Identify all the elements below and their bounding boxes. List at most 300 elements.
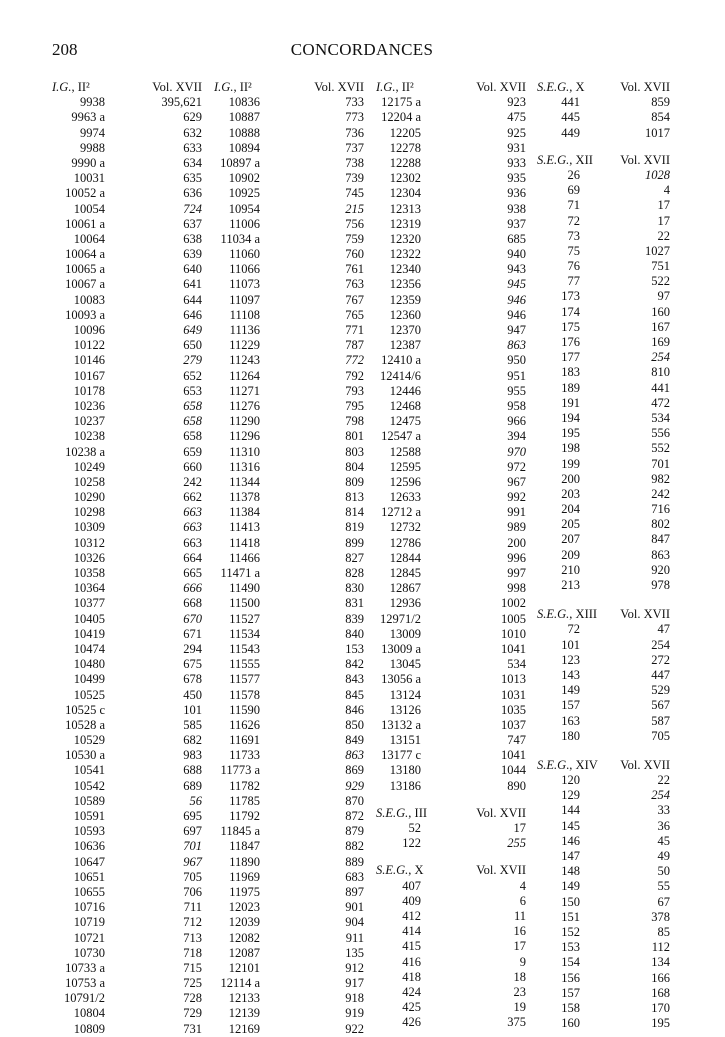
entry-number: 904 [345,915,364,930]
inscription-number: 11290 [229,414,260,429]
concordance-row [52,171,202,186]
running-title: CONCORDANCES [290,40,434,59]
concordance-row [376,202,526,217]
inscription-number: 12588 [389,444,421,459]
inscription-number: 129 [561,788,580,803]
inscription-number: 13180 [389,763,421,778]
concordance-row [537,229,670,244]
entry-number: 552 [651,441,670,456]
inscription-number: 10589 [73,793,105,808]
entry-number: 760 [345,247,364,262]
source-volume: , II² [71,80,90,94]
entry-number: 920 [651,562,670,577]
concordance-row [376,924,526,939]
inscription-number: 150 [561,894,580,909]
inscription-number: 9988 [80,140,105,155]
source-volume: , II² [395,80,414,94]
entry-number: 978 [651,578,670,592]
concordance-row [214,202,364,217]
source-label [376,806,427,821]
entry-number: 882 [345,839,364,854]
concordance-row [214,991,364,1006]
inscription-number: 11418 [229,535,260,550]
inscription-number: 12359 [389,292,421,307]
inscription-number: 11578 [229,687,260,702]
concordance-row [537,168,670,183]
entry-number: 153 [345,641,364,656]
inscription-number: 10655 [73,884,105,899]
entry-number: 745 [345,186,364,201]
entry-number: 658 [183,429,202,444]
inscription-number: 12712 a [381,505,421,520]
inscription-number: 10530 a [65,748,105,763]
entry-number: 1028 [645,167,670,182]
concordance-row [376,369,526,384]
concordance-row [376,217,526,232]
concordance-section [52,80,202,1037]
concordance-row [537,683,670,698]
inscription-number: 11060 [229,247,260,262]
entry-number: 972 [507,459,526,474]
inscription-number: 52 [408,821,421,835]
concordance-row [214,369,364,384]
concordance-row [214,247,364,262]
inscription-number: 10925 [228,186,260,201]
concordance-row [537,320,670,335]
source-label [214,80,252,95]
entry-number: 629 [183,110,202,125]
page-number: 208 [52,40,78,59]
entry-number: 923 [507,95,526,110]
entry-number: 731 [183,1021,202,1036]
concordance-row [376,581,526,596]
source-label [537,80,585,95]
inscription-number: 71 [567,198,580,213]
entry-number: 19 [513,1000,526,1015]
concordance-row [214,384,364,399]
inscription-number: 11969 [229,869,260,884]
concordance-row [537,126,670,141]
entry-number: 450 [183,687,202,702]
entry-number: 665 [183,566,202,580]
inscription-number: 11296 [229,429,260,444]
entry-number: 1037 [501,717,526,732]
inscription-number: 11626 [229,717,260,732]
section-header [214,80,364,95]
concordance-row [537,244,670,259]
concordance-row [52,733,202,748]
concordance-row [537,788,670,803]
inscription-number: 10358 [73,566,105,580]
concordance-row [214,946,364,961]
inscription-number: 12446 [389,383,421,398]
concordance-row [537,834,670,849]
section-header [537,80,670,95]
entry-number: 254 [651,637,670,652]
inscription-number: 12139 [228,1006,260,1021]
source-volume: , X [408,863,424,878]
source-abbrev: S.E.G. [376,863,409,878]
concordance-section [376,806,526,852]
inscription-number: 10730 [73,945,105,960]
entry-number: 658 [183,414,202,429]
concordance-row [537,668,670,683]
entry-number: 644 [183,292,202,307]
inscription-number: 12087 [228,945,260,960]
concordance-section [537,607,670,744]
target-volume-label: Vol. XVII [152,80,202,94]
concordance-row [214,520,364,535]
inscription-number: 72 [567,213,580,228]
entry-number: 983 [183,748,202,763]
concordance-row [376,384,526,399]
concordance-row [52,1006,202,1021]
inscription-number: 12319 [389,216,421,231]
concordance-row [214,490,364,505]
inscription-number: 11384 [229,505,260,520]
entry-number: 1010 [501,626,526,641]
concordance-row [52,262,202,277]
concordance-row [537,955,670,970]
inscription-number: 156 [561,970,580,985]
inscription-number: 13056 a [381,672,421,687]
inscription-number: 12288 [389,155,421,170]
inscription-number: 10061 a [65,216,105,231]
entry-number: 804 [345,459,364,474]
entry-number: 950 [507,353,526,368]
concordance-row [52,870,202,885]
entry-number: 671 [183,626,202,641]
concordance-row [214,277,364,292]
inscription-number: 10897 a [220,155,260,170]
concordance-row [214,95,364,110]
concordance-row [376,763,526,778]
concordance-row [214,217,364,232]
entry-number: 50 [657,864,670,879]
target-volume-label: Vol. XVII [620,152,670,167]
entry-number: 633 [183,140,202,155]
concordance-row [52,596,202,611]
concordance-row [376,627,526,642]
entry-number: 943 [507,262,526,277]
entry-number: 705 [183,869,202,884]
entry-number: 771 [345,323,364,337]
entry-number: 1005 [501,611,526,626]
concordance-row [537,940,670,955]
concordance-row [52,839,202,854]
inscription-number: 10542 [73,778,105,793]
concordance-row [537,472,670,487]
entry-number: 646 [183,307,202,322]
inscription-number: 147 [561,849,580,863]
inscription-number: 12205 [389,125,421,140]
entry-number: 911 [345,930,364,945]
entry-number: 763 [345,277,364,292]
inscription-number: 12082 [228,930,260,945]
inscription-number: 11490 [229,581,260,596]
inscription-number: 195 [561,426,580,441]
inscription-number: 163 [561,713,580,728]
source-label [52,80,90,95]
concordance-row [52,748,202,763]
concordance-row [537,563,670,578]
entry-number: 472 [651,395,670,410]
entry-number: 11 [513,908,526,923]
inscription-number: 9990 a [71,155,105,170]
concordance-row [537,910,670,925]
concordance-row [214,855,364,870]
concordance-row [52,490,202,505]
concordance-row [52,657,202,672]
concordance-row [52,369,202,384]
concordance-row [537,803,670,818]
concordance-row [376,1000,526,1015]
concordance-row [214,931,364,946]
inscription-number: 449 [561,125,580,140]
inscription-number: 12410 a [381,353,421,368]
inscription-number: 10167 [73,368,105,383]
inscription-number: 9963 a [71,110,105,125]
concordance-row [214,126,364,141]
inscription-number: 157 [561,698,580,713]
concordance-section [537,153,670,593]
inscription-number: 10525 [73,687,105,702]
entry-number: 653 [183,383,202,398]
inscription-number: 180 [561,728,580,743]
entry-number: 254 [651,350,670,365]
entry-number: 996 [507,550,526,565]
entry-number: 1017 [645,125,670,140]
entry-number: 668 [183,596,202,611]
inscription-number: 12596 [389,474,421,489]
entry-number: 652 [183,368,202,383]
concordance-row [52,566,202,581]
inscription-number: 69 [567,183,580,198]
concordance-row [376,156,526,171]
concordance-row [537,895,670,910]
concordance-row [537,259,670,274]
entry-number: 1044 [501,763,526,778]
entry-number: 135 [345,945,364,960]
entry-number: 394 [507,429,526,444]
entry-number: 767 [345,292,364,307]
entry-number: 705 [651,728,670,743]
inscription-number: 10541 [73,763,105,778]
inscription-number: 12340 [389,262,421,277]
inscription-number: 10238 [73,429,105,444]
inscription-number: 153 [561,940,580,955]
entry-number: 863 [345,748,364,763]
concordance-row [52,126,202,141]
source-abbrev: S.E.G. [537,80,570,94]
concordance-column-4 [537,80,670,1031]
inscription-number: 154 [561,955,580,970]
inscription-number: 72 [567,622,580,637]
entry-number: 945 [507,277,526,292]
entry-number: 842 [345,657,364,672]
concordance-row [376,718,526,733]
inscription-number: 10804 [73,1006,105,1021]
source-volume: , XIII [569,607,598,622]
inscription-number: 10887 [228,110,260,125]
concordance-row [376,232,526,247]
entry-number: 23 [513,984,526,999]
entry-number: 839 [345,611,364,626]
entry-number: 814 [345,505,364,520]
inscription-number: 11413 [229,520,260,535]
inscription-number: 158 [561,1000,580,1015]
entry-number: 638 [183,231,202,246]
inscription-number: 10064 a [65,247,105,262]
inscription-number: 10902 [228,171,260,186]
inscription-number: 12845 [389,566,421,580]
entry-number: 697 [183,824,202,839]
entry-number: 819 [345,520,364,535]
inscription-number: 10096 [73,323,105,337]
entry-number: 846 [345,702,364,717]
entry-number: 567 [651,698,670,713]
inscription-number: 189 [561,380,580,395]
entry-number: 828 [345,566,364,580]
entry-number: 937 [507,216,526,231]
entry-number: 666 [183,581,202,596]
concordance-row [376,748,526,763]
inscription-number: 11782 [229,778,260,793]
inscription-number: 205 [561,517,580,532]
inscription-number: 425 [402,1000,421,1015]
concordance-row [52,779,202,794]
inscription-number: 10312 [73,535,105,550]
inscription-number: 10721 [73,930,105,945]
entry-number: 991 [507,505,526,520]
entry-number: 718 [183,945,202,960]
concordance-row [52,460,202,475]
inscription-number: 144 [561,803,580,818]
concordance-row [376,293,526,308]
entry-number: 711 [183,900,202,915]
inscription-number: 77 [567,274,580,289]
inscription-number: 12360 [389,307,421,322]
inscription-number: 151 [561,909,580,924]
inscription-number: 10719 [73,915,105,930]
section-header [537,758,670,773]
source-label [537,758,598,773]
inscription-number: 75 [567,243,580,258]
concordance-row [52,581,202,596]
inscription-number: 10888 [228,125,260,140]
inscription-number: 12133 [228,991,260,1006]
concordance-row [214,900,364,915]
concordance-row [52,338,202,353]
inscription-number: 12633 [389,490,421,505]
concordance-column-2 [214,80,364,1037]
concordance-row [214,915,364,930]
concordance-row [376,909,526,924]
entry-number: 951 [507,368,526,383]
source-volume: ., XIV [566,757,598,772]
concordance-row [214,870,364,885]
entry-number: 556 [651,426,670,441]
inscription-number: 73 [567,228,580,243]
entry-number: 447 [651,667,670,682]
concordance-row [537,714,670,729]
entry-number: 663 [183,535,202,550]
concordance-row [214,536,364,551]
inscription-number: 11066 [229,262,260,277]
section-header [537,607,670,622]
section-header [537,153,670,168]
inscription-number: 10529 [73,733,105,748]
concordance-row [52,627,202,642]
entry-number: 534 [507,657,526,672]
entry-number: 940 [507,247,526,262]
entry-number: 17 [657,198,670,213]
entry-number: 663 [183,520,202,535]
concordance-row [52,414,202,429]
inscription-number: 11073 [229,277,260,292]
source-abbrev: I.G. [52,80,72,94]
entry-number: 869 [345,763,364,778]
concordance-row [376,308,526,323]
entry-number: 863 [651,547,670,562]
inscription-number: 10238 a [65,444,105,459]
concordance-row [537,849,670,864]
concordance-row [52,110,202,125]
inscription-number: 145 [561,818,580,833]
entry-number: 736 [345,125,364,140]
concordance-row [376,836,526,851]
entry-number: 45 [657,833,670,848]
entry-number: 958 [507,398,526,413]
concordance-column-1 [52,80,202,1037]
concordance-row [214,779,364,794]
entry-number: 9 [519,954,526,969]
inscription-number: 210 [561,562,580,577]
entry-number: 830 [345,581,364,596]
inscription-number: 146 [561,833,580,848]
source-abbrev: I.G. [214,80,234,94]
entry-number: 793 [345,383,364,398]
inscription-number: 10031 [73,171,105,186]
concordance-row [537,487,670,502]
concordance-row [214,703,364,718]
concordance-row [214,551,364,566]
inscription-number: 12387 [389,338,421,353]
inscription-number: 12971/2 [380,611,421,626]
entry-number: 4 [663,183,670,198]
entry-number: 918 [345,991,364,1006]
inscription-number: 12867 [389,581,421,596]
inscription-number: 10298 [73,505,105,520]
concordance-row [52,931,202,946]
inscription-number: 13151 [389,733,421,748]
inscription-number: 11500 [229,596,260,611]
entry-number: 802 [651,517,670,532]
inscription-number: 152 [561,924,580,939]
inscription-number: 12475 [389,414,421,429]
entry-number: 522 [651,274,670,289]
concordance-row [214,642,364,657]
inscription-number: 157 [561,985,580,1000]
concordance-row [214,1006,364,1021]
concordance-row [537,578,670,593]
concordance-row [214,399,364,414]
inscription-number: 175 [561,319,580,334]
inscription-number: 424 [402,984,421,999]
inscription-number: 13177 c [381,748,421,763]
entry-number: 637 [183,216,202,231]
inscription-number: 10528 a [65,717,105,732]
